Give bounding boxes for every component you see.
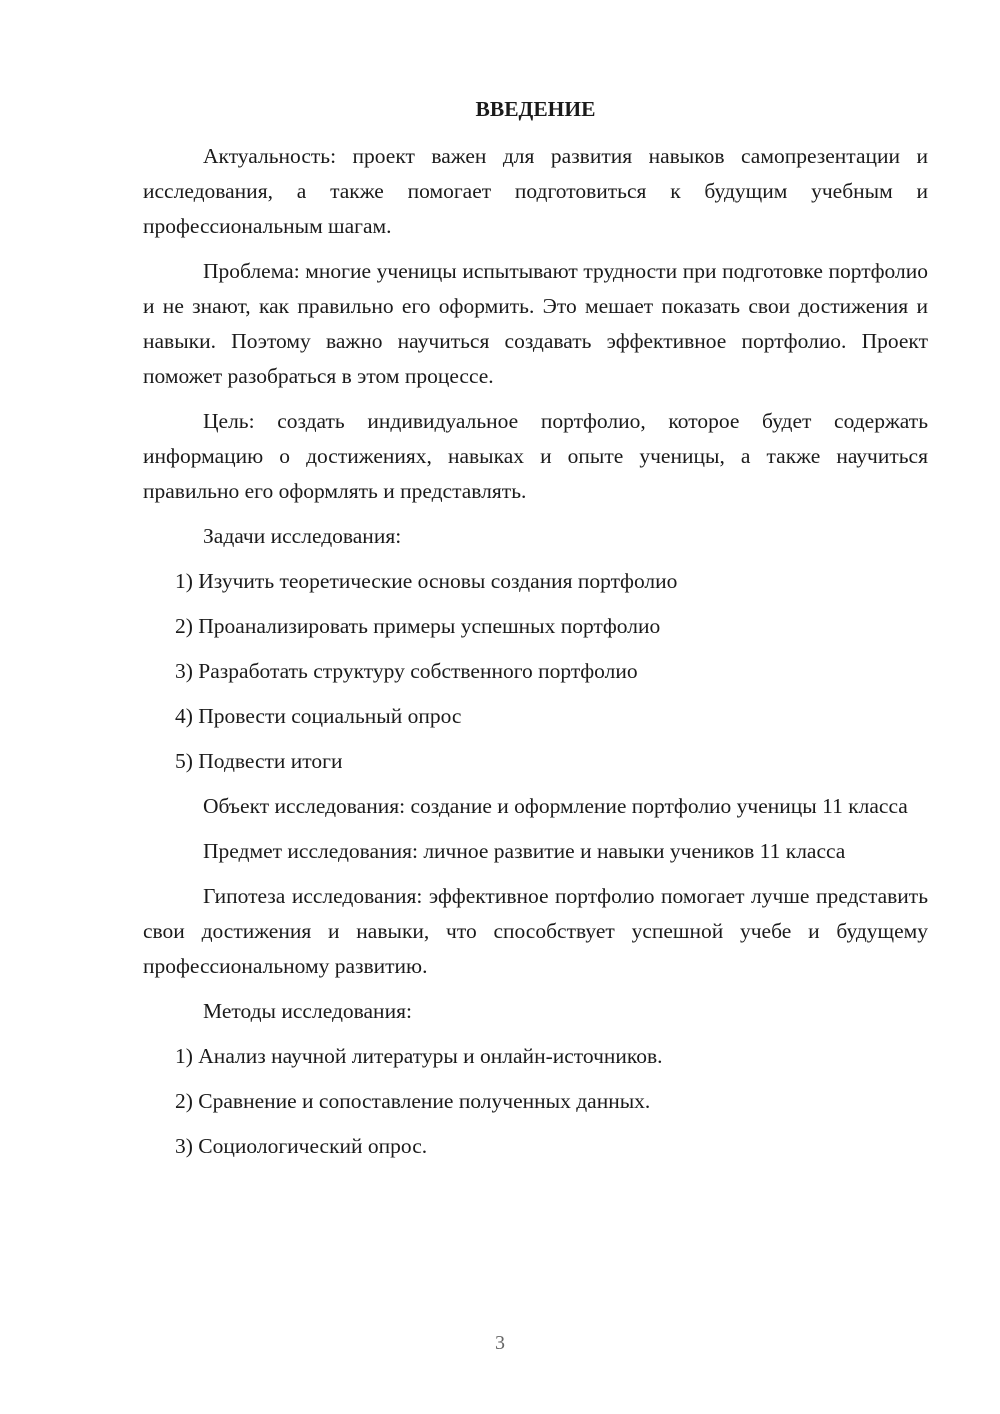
list-item: 2) Проанализировать примеры успешных портфолио — [175, 614, 661, 638]
methods-list — [143, 1039, 928, 1164]
tasks-list — [143, 564, 928, 779]
problem-paragraph: Проблема: многие ученицы испытывают трудности при подготовке портфолио и не знают, как правильно его оформить. Это мешает показать свои достижения и навыки. Поэтому важно научиться создавать эффективное портфолио. Проект поможет разобраться в этом процессе. — [143, 259, 928, 388]
methods-label: Методы исследования: — [203, 999, 412, 1023]
list-item: 5) Подвести итоги — [175, 749, 343, 773]
hypothesis-paragraph: Гипотеза исследования: эффективное портфолио помогает лучше представить свои достижения и навыки, что способствует успешной учебе и будущему профессиональному развитию. — [143, 884, 928, 978]
list-item: 3) Разработать структуру собственного портфолио — [175, 659, 638, 683]
subject-paragraph: Предмет исследования: личное развитие и навыки учеников 11 класса — [203, 839, 846, 863]
list-item: 4) Провести социальный опрос — [175, 704, 462, 728]
page-title: ВВЕДЕНИЕ — [475, 97, 596, 121]
list-item: 1) Анализ научной литературы и онлайн-источников. — [175, 1044, 663, 1068]
goal-paragraph: Цель: создать индивидуальное портфолио, которое будет содержать информацию о достижениях, навыках и опыте ученицы, а также научиться правильно его оформлять и представлять. — [143, 409, 928, 503]
object-paragraph: Объект исследования: создание и оформление портфолио ученицы 11 класса — [203, 794, 908, 818]
relevance-paragraph: Актуальность: проект важен для развития навыков самопрезентации и исследования, а также помогает подготовиться к будущим учебным и профессиональным шагам. — [143, 144, 928, 238]
tasks-label: Задачи исследования: — [203, 524, 402, 548]
page-number: 3 — [495, 1332, 505, 1354]
document-page — [143, 92, 928, 1174]
list-item: 3) Социологический опрос. — [175, 1134, 428, 1158]
list-item: 2) Сравнение и сопоставление полученных данных. — [175, 1089, 651, 1113]
list-item: 1) Изучить теоретические основы создания портфолио — [175, 569, 678, 593]
